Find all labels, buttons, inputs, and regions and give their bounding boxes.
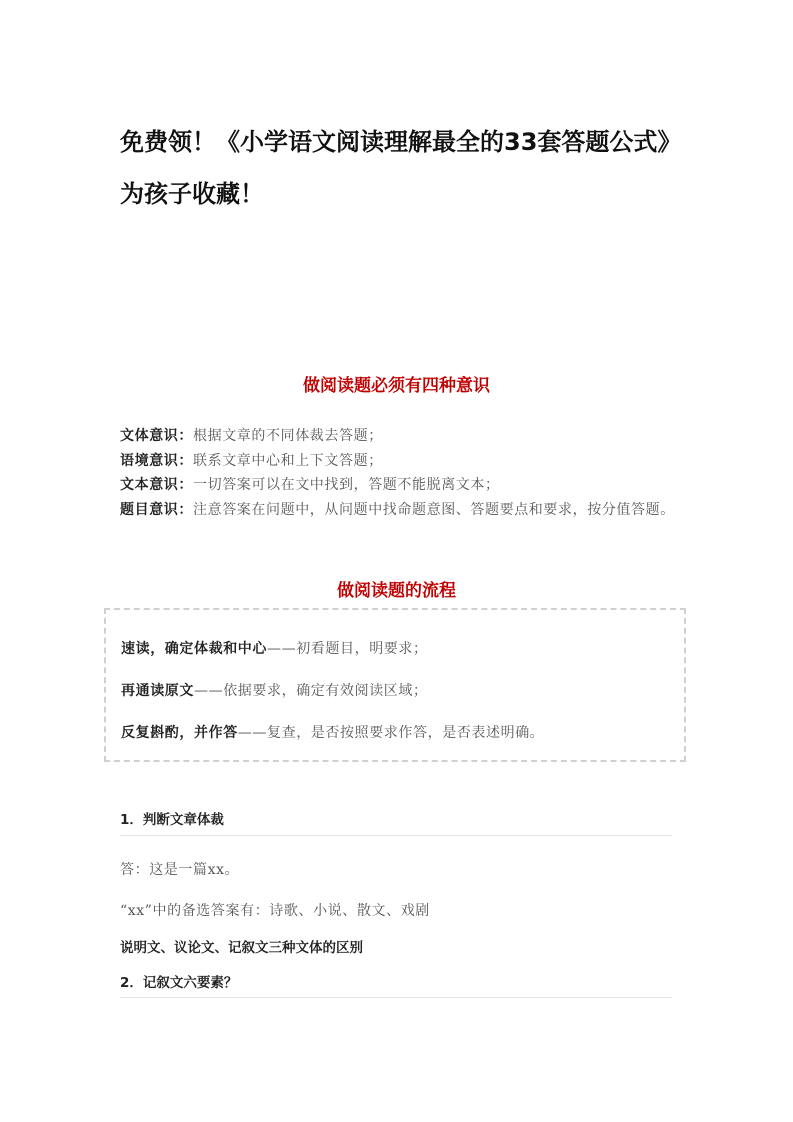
process-step-title: 速读，确定体裁和中心: [121, 641, 267, 657]
question-2-heading: 2．记叙文六要素？: [120, 975, 238, 991]
awareness-text: 一切答案可以在文中找到，答题不能脱离文本；: [193, 477, 500, 493]
awareness-item: [120, 473, 680, 498]
awareness-text: 根据文章的不同体裁去答题；: [193, 428, 383, 444]
awareness-term: 文体意识：: [120, 428, 193, 444]
awareness-item: [120, 449, 680, 474]
question-1-options: “xx”中的备选答案有：诗歌、小说、散文、戏剧: [120, 903, 430, 919]
awareness-heading: 做阅读题必须有四种意识: [303, 376, 490, 396]
awareness-term: 语境意识：: [120, 452, 193, 469]
awareness-term: 文本意识：: [120, 477, 193, 493]
divider: [120, 835, 672, 836]
awareness-item: [120, 498, 680, 523]
process-step-title: 反复斟酌，并作答: [121, 725, 238, 741]
question-1-heading: 1．判断文章体裁: [120, 812, 224, 828]
process-step: [121, 722, 544, 742]
document-title-line-1: 免费领！《小学语文阅读理解最全的33套答题公式》: [120, 128, 682, 156]
process-box: [104, 608, 686, 762]
process-step-detail: ——依据要求，确定有效阅读区域；: [194, 683, 428, 699]
question-1-answer: 答：这是一篇xx。: [120, 862, 240, 878]
process-step-detail: ——初看题目，明要求；: [267, 641, 428, 657]
awareness-list: [120, 424, 680, 522]
document-title-line-2: 为孩子收藏！: [120, 180, 264, 208]
process-step: [121, 680, 428, 700]
process-step-title: 再通读原文: [121, 683, 194, 699]
awareness-item: [120, 424, 680, 449]
awareness-term: 题目意识：: [120, 501, 193, 518]
awareness-text: 联系文章中心和上下文答题；: [193, 452, 383, 469]
divider: [120, 997, 672, 998]
awareness-text: 注意答案在问题中，从问题中找命题意图、答题要点和要求，按分值答题。: [193, 501, 675, 518]
process-heading: 做阅读题的流程: [337, 581, 456, 601]
process-step-detail: ——复查，是否按照要求作答，是否表述明确。: [237, 725, 545, 741]
question-1-note: 说明文、议论文、记叙文三种文体的区别: [120, 940, 363, 956]
process-step: [121, 638, 428, 658]
